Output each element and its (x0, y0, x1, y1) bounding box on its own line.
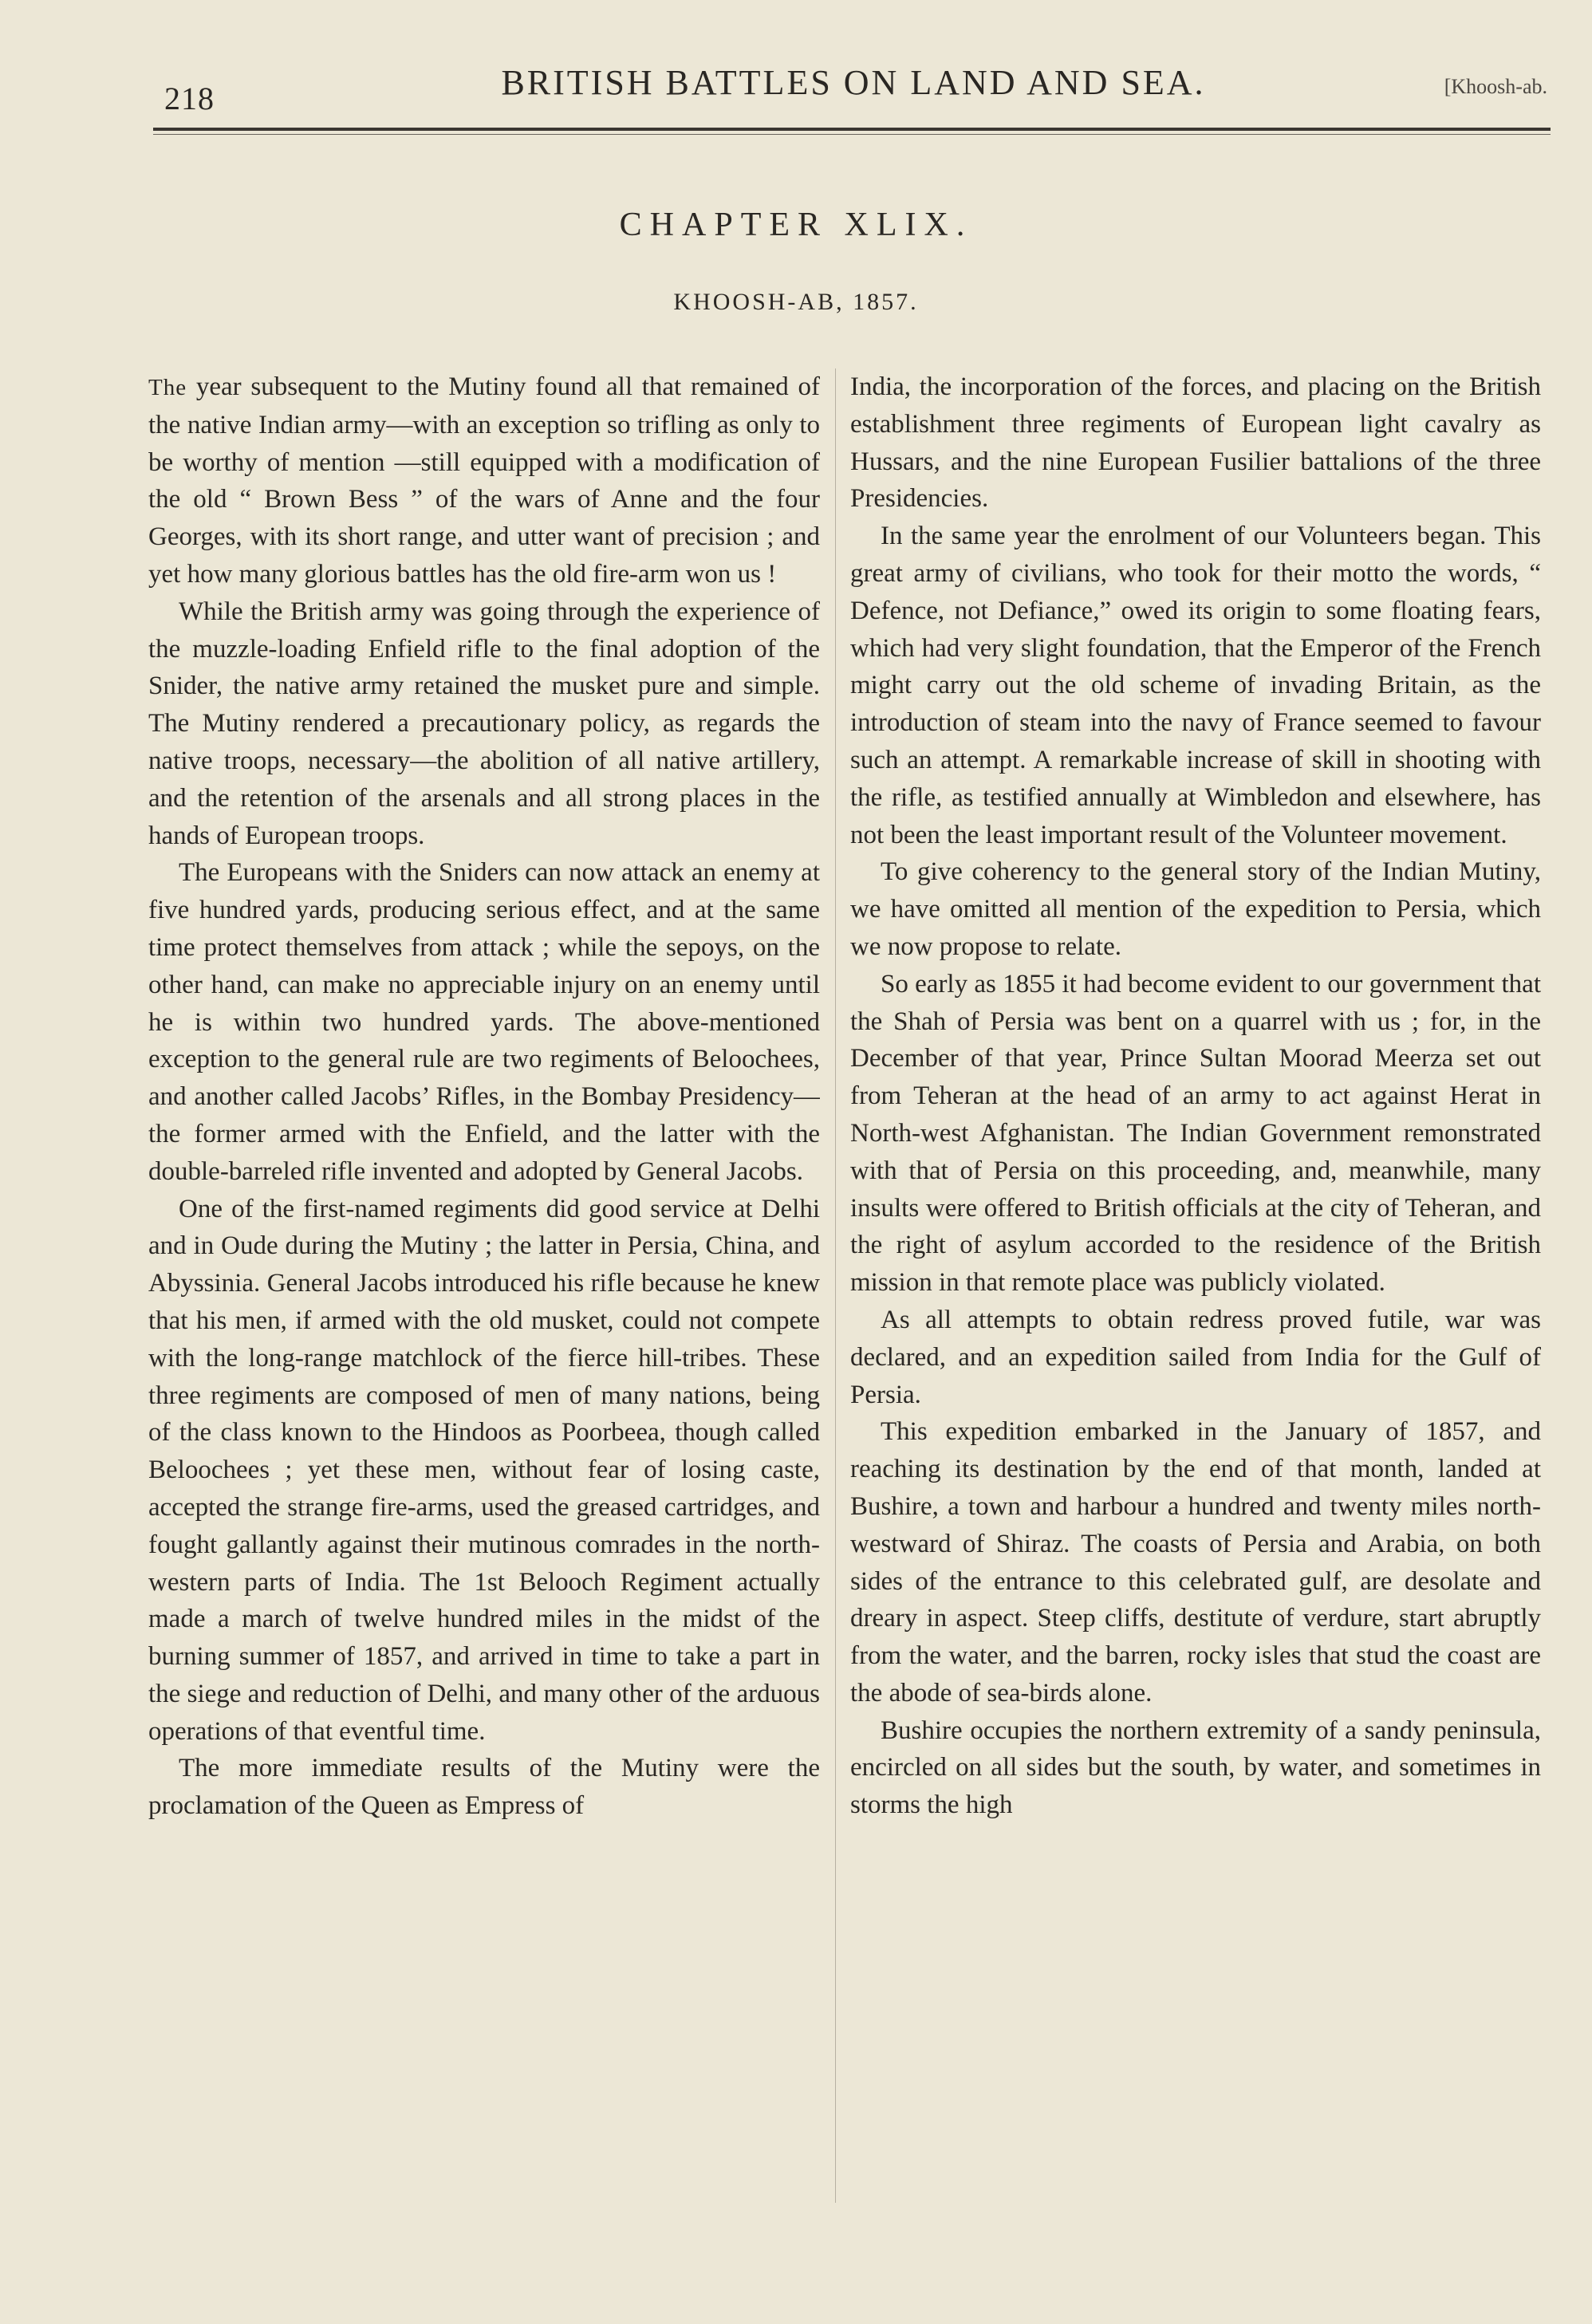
paragraph: The more immediate results of the Mutiny were the proclamation of the Queen as Empress of (148, 1754, 820, 1821)
page-header (160, 57, 1547, 116)
running-section-tag: [Khoosh-ab. (1444, 75, 1547, 98)
right-column (850, 368, 1541, 2203)
paragraph: India, the incorporation of the forces, and placing on the British establishment three regiments of European light cavalry as Hussars, and the nine European Fusilier battalions of the three Presidencies. (850, 372, 1541, 514)
left-column (148, 368, 820, 2203)
chapter-heading: CHAPTER XLIX. (619, 207, 973, 243)
paragraph-text: year subsequent to the Mutiny found all that remained of the native Indian army—with an exception so trifling as only to be worthy of mention —still equipped with a modification of the old “ Brown Bess ” of the wars of Anne and the four Georges, with its short range, and utter want of precision ; and yet how many glorious battles has the old fire-arm won us ! (148, 372, 820, 589)
paragraph (148, 368, 820, 593)
paragraph: The Europeans with the Sniders can now attack an enemy at five hundred yards, producing serious effect, and at the same time protect themselves from attack ; while the sepoys, on the other hand, can make no appreciable injury on an enemy until he is within two hundred yards. The above-mentioned exception to the general rule are two regiments of Beloochees, and another called Jacobs’ Rifles, in the Bombay Presidency— the former armed with the Enfield, and the latter with the double-barreled rifle invented and adopted by General Jacobs. (148, 858, 820, 1186)
paragraph: As all attempts to obtain redress proved futile, war was declared, and an expedition sailed from India for the Gulf of Persia. (850, 1305, 1541, 1409)
paragraph: This expedition embarked in the January of 1857, and reaching its destination by the end of that month, landed at Bushire, a town and harbour a hundred and twenty miles north-westward of Shiraz. The coasts of Persia and Arabia, on both sides of the entrance to this celebrated gulf, are desolate and dreary in aspect. Steep cliffs, destitute of verdure, start abruptly from the water, and the barren, rocky isles that stud the coast are the abode of sea-birds alone. (850, 1417, 1541, 1708)
chapter-subtitle: KHOOSH-AB, 1857. (673, 289, 919, 315)
running-title: BRITISH BATTLES ON LAND AND SEA. (501, 63, 1206, 102)
drop-word: The (148, 375, 187, 400)
page-number: 218 (164, 81, 215, 116)
paragraph: So early as 1855 it had become evident to our government that the Shah of Persia was bent on a quarrel with us ; for, in the December of that year, Prince Sultan Moorad Meerza set out from Teheran at the head of an army to act against Herat in North-west Afghanistan. The Indian Government remonstrated with that of Persia on this proceeding, and, meanwhile, many insults were offered to British officials at the city of Teheran, and the right of asylum accorded to the residence of the British mission in that remote place was publicly violated. (850, 969, 1541, 1298)
column-divider (835, 368, 836, 2203)
paragraph: In the same year the enrolment of our Volunteers began. This great army of civilians, who took for their motto the words, “ Defence, not Defiance,” owed its origin to some floating fears, which had very slight foundation, that the Emperor of the French might carry out the old scheme of invading Britain, as the introduction of steam into the navy of France seemed to favour such an attempt. A remarkable increase of skill in shooting with the rifle, as testified annually at Wimbledon and elsewhere, has not been the least important result of the Volunteer movement. (850, 522, 1541, 849)
header-rule (153, 128, 1551, 131)
paragraph: To give coherency to the general story of the Indian Mutiny, we have omitted all mention of the expedition to Persia, which we now propose to relate. (850, 857, 1541, 961)
paragraph: Bushire occupies the northern extremity of a sandy peninsula, encircled on all sides but the south, by water, and sometimes in storms the high (850, 1715, 1541, 1820)
paragraph: One of the first-named regiments did good service at Delhi and in Oude during the Mutiny ; the latter in Persia, China, and Abyssinia. General Jacobs introduced his rifle because he knew that his men, if armed with the old musket, could not compete with the long-range matchlock of the fierce hill-tribes. These three regiments are composed of men of many nations, being of the class known to the Hindoos as Poorbeea, though called Beloochees ; yet these men, without fear of losing caste, accepted the strange fire-arms, used the greased cartridges, and fought gallantly against their mutinous comrades in the north-western parts of India. The 1st Belooch Regiment actually made a march of twelve hundred miles in the midst of the burning summer of 1857, and arrived in time to take a part in the siege and reduction of Delhi, and many other of the arduous operations of that eventful time. (148, 1194, 820, 1746)
header-rule-thin (153, 134, 1551, 135)
paragraph: While the British army was going through the experience of the muzzle-loading Enfield rifle to the final adoption of the Snider, the native army retained the musket pure and simple. The Mutiny rendered a precautionary policy, as regards the native troops, necessary—the abolition of all native artillery, and the retention of the arsenals and all strong places in the hands of European troops. (148, 597, 820, 850)
